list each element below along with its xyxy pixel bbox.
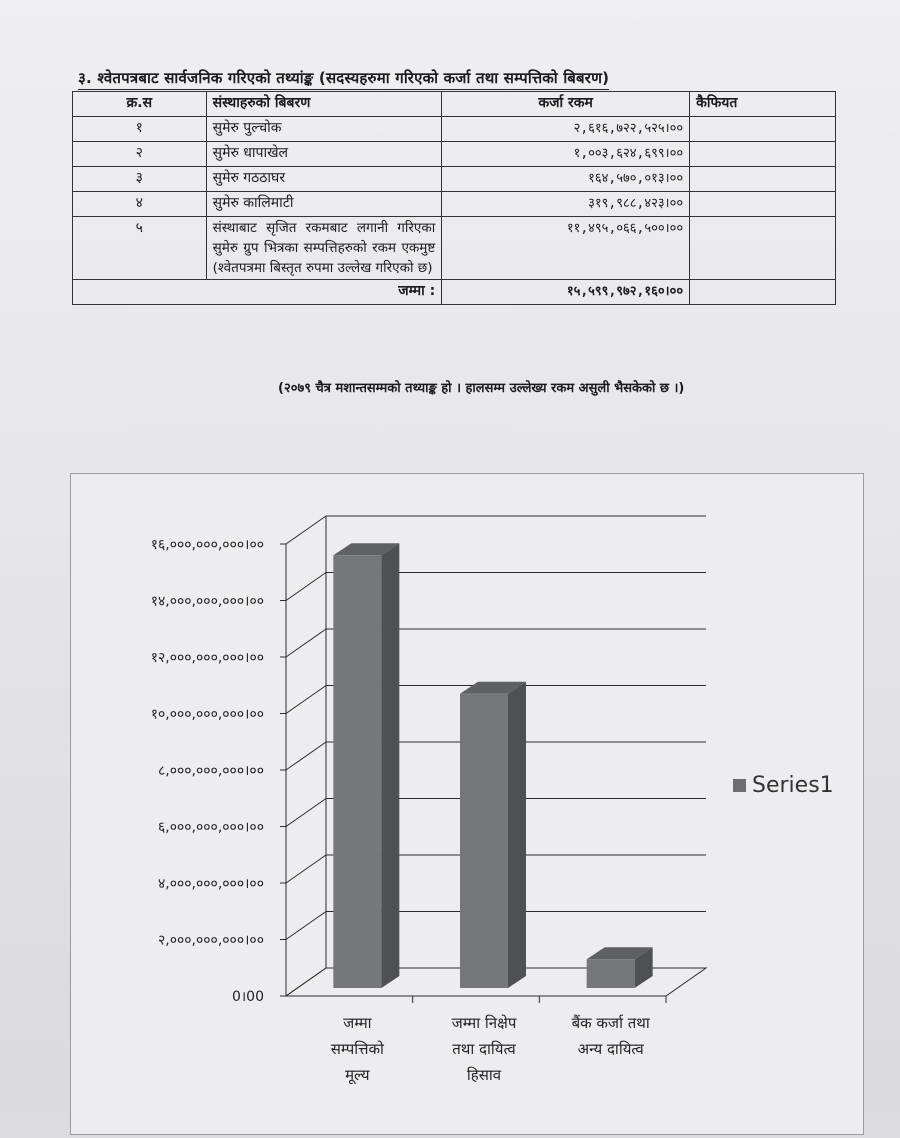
gridline-diagonal bbox=[286, 573, 326, 601]
row-description: संस्थाबाट सृजित रकमबाट लगानी गरिएका सुमेरु ग्रुप भित्रका सम्पत्तिहरुको रकम एकमुष्ट (श्वेतपत्रमा बिस्तृत रुपमा उल्लेख गरिएको छ) bbox=[206, 217, 442, 280]
y-tick-label: १४,०००,०००,०००।०० bbox=[150, 593, 264, 610]
gridline-diagonal bbox=[286, 799, 326, 827]
header-serial: क्र.स bbox=[73, 92, 207, 117]
gridline-diagonal bbox=[286, 516, 326, 544]
y-tick-label: 0।00 bbox=[231, 989, 264, 1005]
table-header-row bbox=[73, 92, 836, 117]
gridline-diagonal bbox=[286, 855, 326, 883]
total-remarks bbox=[690, 280, 836, 305]
header-remarks: कैफियत bbox=[690, 92, 836, 117]
row-serial: १ bbox=[73, 117, 207, 142]
row-serial: ३ bbox=[73, 167, 207, 192]
header-amount: कर्जा रकम bbox=[442, 92, 690, 117]
row-description: सुमेरु पुल्चोक bbox=[206, 117, 442, 142]
bar bbox=[333, 555, 381, 988]
row-amount: २,६१६,७२२,५२५।०० bbox=[442, 117, 690, 142]
x-tick-label: हिसाव bbox=[466, 1066, 502, 1084]
table-row bbox=[73, 167, 836, 192]
table-total-row bbox=[73, 280, 836, 305]
x-tick-label: तथा दायित्व bbox=[452, 1040, 516, 1058]
row-remarks bbox=[690, 217, 836, 280]
legend-label: Series1 bbox=[752, 773, 834, 798]
table-footnote: (२०७९ चैत्र मशान्तसम्मको तथ्याङ्क हो । हालसम्म उल्लेख्य रकम असुली भैसकेको छ ।) bbox=[278, 381, 685, 396]
row-amount: ३१९,९८८,४२३।०० bbox=[442, 192, 690, 217]
y-tick-label: १०,०००,०००,०००।०० bbox=[150, 706, 264, 723]
legend-marker bbox=[733, 779, 746, 792]
row-serial: ४ bbox=[73, 192, 207, 217]
row-remarks bbox=[690, 142, 836, 167]
row-serial: ५ bbox=[73, 217, 207, 280]
row-amount: १६४,५७०,०१३।०० bbox=[442, 167, 690, 192]
chart-area bbox=[70, 473, 864, 1135]
x-tick-label: अन्य दायित्व bbox=[577, 1040, 644, 1058]
row-serial: २ bbox=[73, 142, 207, 167]
table-row bbox=[73, 142, 836, 167]
gridline-diagonal bbox=[286, 912, 326, 940]
row-amount: १,००३,६२४,६९९।०० bbox=[442, 142, 690, 167]
x-tick-label: जम्मा bbox=[343, 1014, 372, 1032]
table-row bbox=[73, 192, 836, 217]
row-remarks bbox=[690, 117, 836, 142]
table-row bbox=[73, 217, 836, 280]
row-description: सुमेरु गठठाघर bbox=[206, 167, 442, 192]
x-tick-label: बैंक कर्जा तथा bbox=[571, 1014, 650, 1032]
row-remarks bbox=[690, 192, 836, 217]
row-description: सुमेरु धापाखेल bbox=[206, 142, 442, 167]
x-tick-label: मूल्य bbox=[345, 1066, 370, 1084]
bar bbox=[460, 694, 508, 988]
bar bbox=[587, 959, 635, 988]
table-row bbox=[73, 117, 836, 142]
row-remarks bbox=[690, 167, 836, 192]
y-tick-label: १२,०००,०००,०००।०० bbox=[150, 650, 264, 666]
section-heading: ३. श्वेतपत्रबाट सार्वजनिक गरिएको तथ्यांङ्क (सदस्यहरुमा गरिएको कर्जा तथा सम्पत्तिको बिबरण) bbox=[78, 68, 609, 90]
y-tick-label: ८,०००,०००,०००।०० bbox=[157, 763, 264, 779]
y-tick-label: ६,०००,०००,०००।०० bbox=[157, 819, 264, 836]
total-label: जम्मा : bbox=[73, 280, 442, 305]
gridline-diagonal bbox=[286, 629, 326, 657]
header-description: संस्थाहरुको बिबरण bbox=[206, 92, 442, 117]
bar-side bbox=[508, 682, 526, 988]
y-tick-label: १६,०००,०००,०००।०० bbox=[150, 537, 264, 553]
x-tick-label: सम्पत्तिको bbox=[330, 1040, 384, 1058]
x-tick-label: जम्मा निक्षेप bbox=[451, 1014, 517, 1032]
row-amount: ११,४९५,०६६,५००।०० bbox=[442, 217, 690, 280]
y-tick-label: ४,०००,०००,०००।०० bbox=[157, 876, 264, 892]
gridline-diagonal bbox=[286, 686, 326, 714]
gridline-diagonal bbox=[286, 742, 326, 770]
row-description: सुमेरु कालिमाटी bbox=[206, 192, 442, 217]
total-amount: १५,५९९,९७२,१६०।०० bbox=[442, 280, 690, 305]
y-tick-label: २,०००,०००,०००।०० bbox=[157, 932, 264, 949]
bar-side bbox=[381, 543, 399, 988]
loan-table bbox=[72, 91, 836, 305]
bar-chart bbox=[71, 474, 863, 1134]
